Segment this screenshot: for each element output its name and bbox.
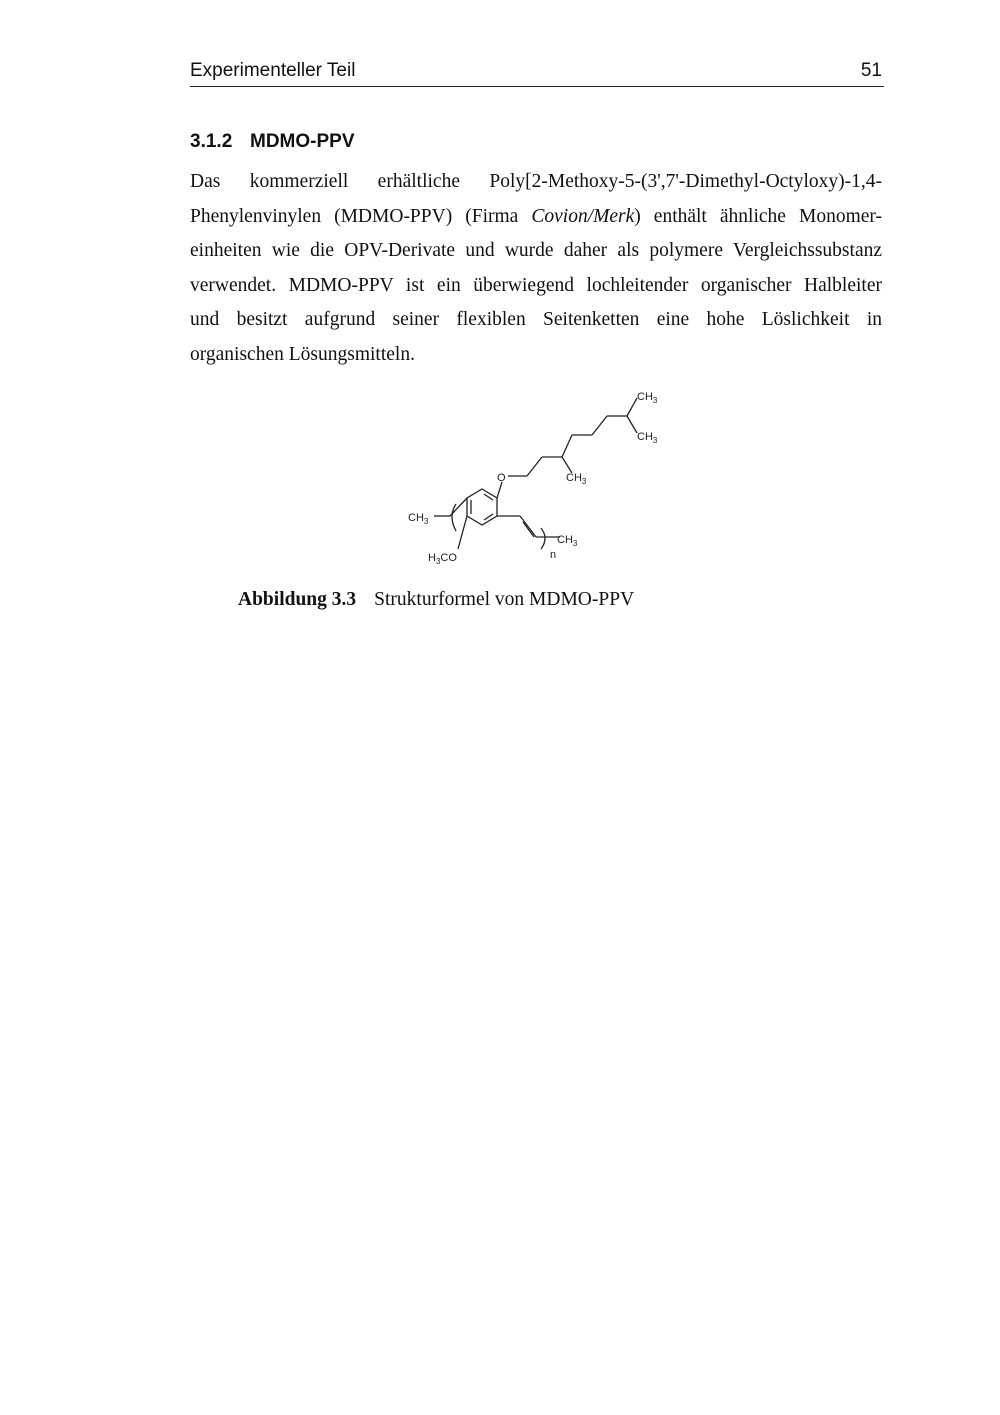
- paragraph-line: und besitzt aufgrund seiner flexiblen Seitenketten eine hohe Löslichkeit in: [190, 309, 882, 331]
- company-name: Covion/Merk: [531, 205, 635, 227]
- paragraph-line: organischen Lösungsmitteln.: [190, 343, 415, 365]
- page-number: 51: [860, 60, 882, 81]
- label-repeat-n: n: [550, 549, 557, 561]
- paragraph-line: Das kommerziell erhältliche Poly[2-Methoxy-5-(3',7'-Dimethyl-Octyloxy)-1,4-: [190, 171, 882, 192]
- body-paragraph: [190, 165, 882, 373]
- label-ch3-right: $CH_3$: [557, 534, 578, 548]
- label-oxygen: O: [497, 472, 506, 484]
- label-methoxy: $H_3CO$: [428, 552, 457, 566]
- structural-formula: [398, 383, 678, 573]
- caption-text: Strukturformel von MDMO-PPV: [374, 589, 635, 610]
- section-title: MDMO-PPV: [250, 131, 355, 152]
- formula-bonds: [434, 398, 637, 549]
- label-ch3-left: $CH_3$: [408, 512, 429, 526]
- paragraph-line: [190, 200, 882, 235]
- label-ch3-top: $CH_3$: [637, 391, 658, 405]
- label-ch3-mid: $CH_3$: [637, 431, 658, 445]
- running-header: [190, 58, 884, 87]
- section-heading: [190, 131, 355, 153]
- caption-label: Abbildung 3.3: [238, 589, 357, 610]
- label-ch3-branch: $CH_3$: [566, 472, 587, 486]
- paragraph-line: einheiten wie die OPV-Derivate und wurde daher als polymere Vergleichssubstanz: [190, 240, 882, 262]
- paragraph-line: verwendet. MDMO-PPV ist ein überwiegend lochleitender organischer Halbleiter: [190, 274, 882, 296]
- paragraph-text: ) enthält ähnliche Monomer-: [634, 205, 882, 227]
- paragraph-text: Phenylenvinylen (MDMO-PPV) (Firma: [190, 205, 532, 227]
- header-title: Experimenteller Teil: [190, 60, 356, 81]
- section-number: 3.1.2: [190, 131, 233, 152]
- figure-caption: [238, 589, 634, 611]
